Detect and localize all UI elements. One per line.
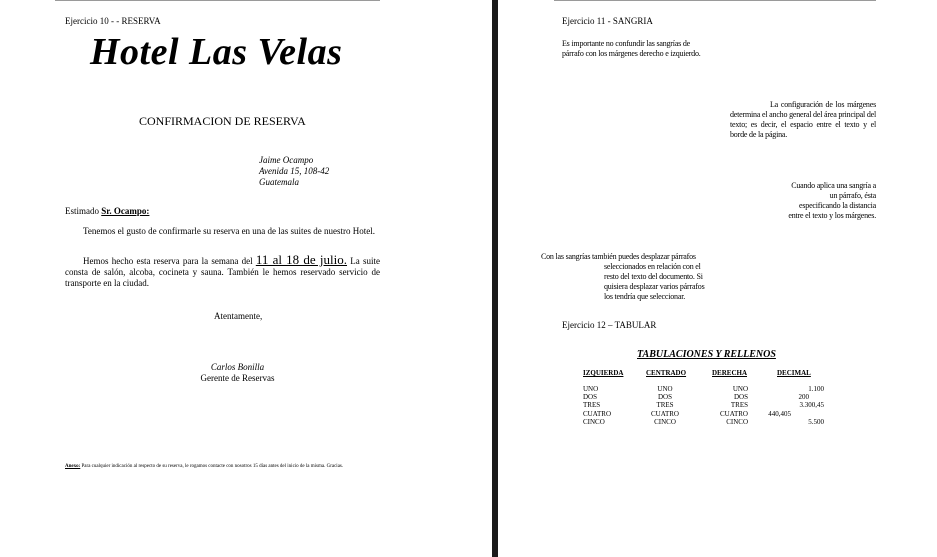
tab-cell-center: CINCO: [654, 417, 676, 426]
tab-header-left: IZQUIERDA: [583, 369, 624, 377]
signer-title: Gerente de Reservas: [200, 373, 275, 383]
greeting-prefix: Estimado: [65, 206, 102, 216]
exercise-11-label: Ejercicio 11 - SANGRIA: [562, 16, 653, 26]
paragraph-2-before: Hemos hecho esta reserva para la semana del: [83, 256, 256, 266]
tab-cell-center: TRES: [656, 401, 674, 410]
tab-cell-center: DOS: [657, 393, 672, 402]
indent-paragraph-4-line: resto del texto del documento. Si: [604, 272, 703, 281]
indent-paragraph-3-line: entre el texto y los márgenes.: [788, 211, 876, 220]
tab-cell-right: TRES: [730, 401, 748, 410]
address-street: Avenida 15, 108-42: [259, 166, 330, 176]
indent-paragraph-4-line: los tendría que seleccionar.: [604, 292, 686, 301]
tab-cell-decimal: 3.300,45: [799, 401, 824, 410]
document-page-right: [498, 0, 937, 557]
tab-cell-decimal: 200: [798, 393, 809, 402]
tab-cell-left: UNO: [583, 385, 599, 393]
tab-cell-center: CUATRO: [650, 409, 679, 418]
indent-paragraph-3-line: especificando la distancia: [799, 201, 876, 210]
tab-cell-right: DOS: [733, 393, 748, 402]
address-city: Guatemala: [259, 177, 299, 187]
confirmation-heading: CONFIRMACION DE RESERVA: [139, 114, 306, 128]
footnote: [65, 464, 380, 470]
indent-paragraph-4-line: seleccionados en relación con el: [604, 262, 701, 271]
paragraph-2-after: La suite consta de salón, alcoba, cocineta y sauna. También le hemos reservado servicio de transporte en la ciudad.: [65, 256, 380, 288]
hotel-title: Hotel Las Velas: [90, 31, 343, 73]
paragraph-1: Tenemos el gusto de confirmarle su reserva en una de las suites de nuestro Hotel.: [83, 226, 376, 236]
closing: Atentamente,: [214, 311, 263, 321]
footnote-label: Anexo:: [65, 464, 81, 469]
indent-paragraph-3: [730, 181, 876, 221]
indent-paragraph-1: Es importante no confundir las sangrías de párrafo con los márgenes derecho e izquierdo.: [562, 39, 701, 58]
tab-cell-center: UNO: [657, 385, 673, 393]
indent-paragraph-3-line: Cuando aplica una sangría a: [791, 181, 876, 190]
tab-cell-right: UNO: [732, 385, 748, 393]
signer-name: Carlos Bonilla: [210, 362, 265, 372]
page-top-border: [554, 0, 876, 1]
tab-header-right: DERECHA: [712, 369, 748, 377]
greeting: [65, 206, 149, 217]
indent-paragraph-4-line: Con las sangrías también puedes desplazar párrafos: [541, 252, 696, 261]
tab-cell-left: CUATRO: [583, 409, 612, 418]
page-top-border: [55, 0, 380, 1]
tab-header-decimal: DECIMAL: [777, 369, 811, 377]
tabulation-title: TABULACIONES Y RELLENOS: [637, 349, 776, 360]
footnote-text: Para cualquier indicación al respecto de su reserva, le rogamos contacte con nosotros 15 días antes del inicio de la misma. Gracias.: [80, 464, 344, 469]
tab-cell-decimal: 5.500: [808, 417, 824, 426]
tab-cell-right: CUATRO: [719, 409, 748, 418]
exercise-12-label: Ejercicio 12 – TABULAR: [562, 320, 657, 330]
tab-cell-left: TRES: [583, 401, 601, 410]
paragraph-2: [65, 254, 380, 289]
indent-paragraph-4-line: quisiera desplazar varios párrafos: [604, 282, 705, 291]
exercise-10-label: Ejercicio 10 - - RESERVA: [65, 16, 161, 26]
tab-header-center: CENTRADO: [646, 369, 687, 377]
tab-cell-decimal: 440,405: [768, 409, 791, 418]
address-name: Jaime Ocampo: [259, 155, 314, 165]
tab-cell-decimal: 1.100: [808, 385, 824, 393]
tab-cell-left: DOS: [583, 393, 598, 402]
indent-paragraph-2: La configuración de los márgenes determina el ancho general del área principal del texto; es decir, el espacio entre el texto y el borde de la página.: [730, 100, 876, 139]
reservation-dates: 11 al 18 de julio.: [255, 252, 348, 267]
greeting-name: Sr. Ocampo:: [101, 206, 150, 216]
indent-paragraph-3-line: un párrafo, ésta: [829, 191, 876, 200]
tab-cell-right: CINCO: [726, 417, 748, 426]
tab-cell-left: CINCO: [583, 417, 605, 426]
indent-paragraph-4: [541, 252, 705, 302]
